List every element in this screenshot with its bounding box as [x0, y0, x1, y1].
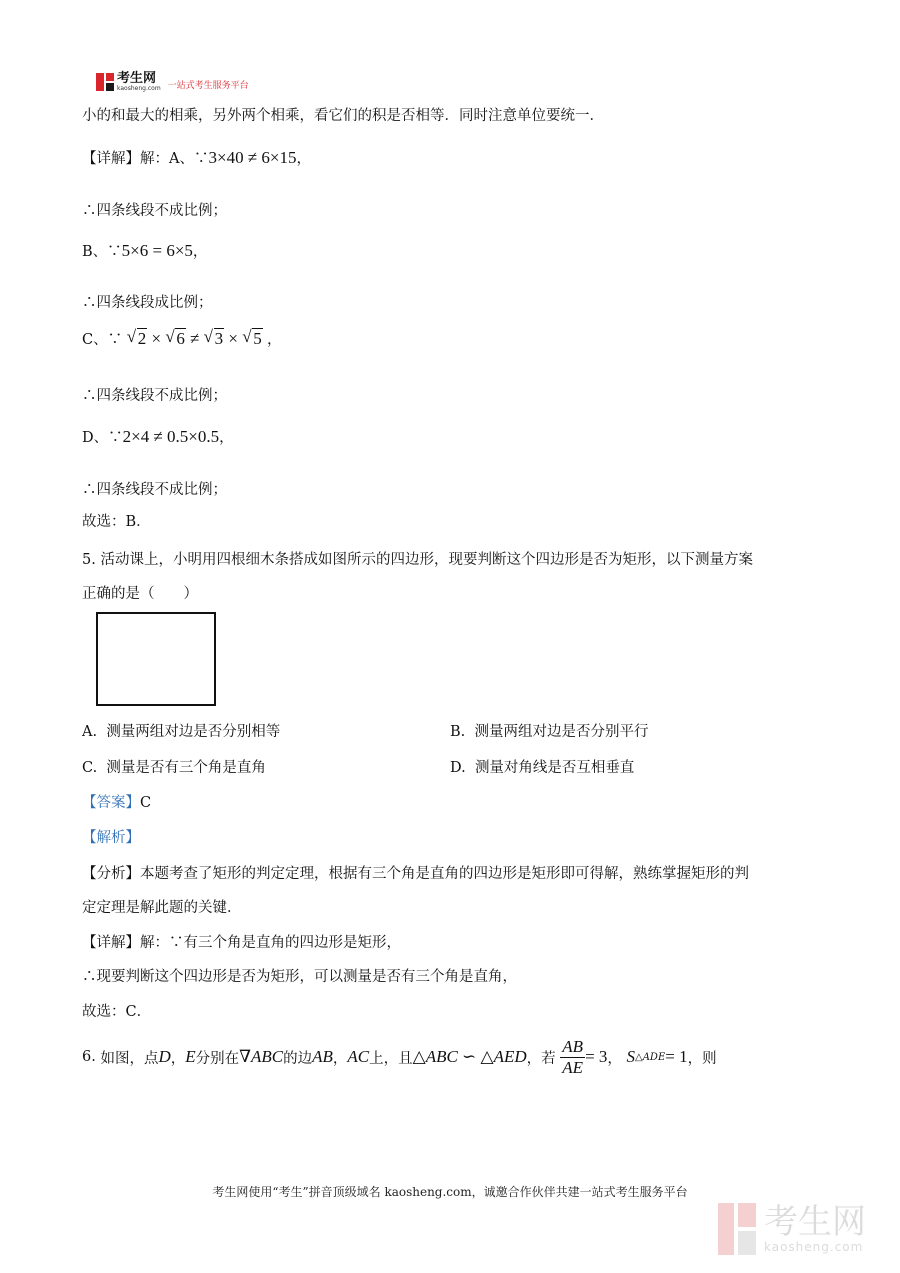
sqrt-2: √ 2: [126, 327, 147, 348]
option-b-text: 测量两组对边是否分别平行: [474, 724, 649, 740]
because-symbol: ∵: [107, 244, 122, 260]
because-symbol: ∵: [193, 151, 209, 167]
comma: ，: [219, 430, 234, 446]
watermark-name: 考生网: [764, 1202, 866, 1242]
conclusion-b: ∴四条线段成比例；: [82, 295, 213, 311]
sqrt-6: √ 6: [165, 327, 185, 348]
d-label: D、: [82, 430, 109, 446]
solution-intro-line: 小的和最大的相乘，另外两个相乘，看它们的积是否相等．同时注意单位要统一．: [82, 108, 604, 124]
d-expression: 2×4 ≠ 0.5×0.5: [122, 427, 220, 446]
solution-d-line: [82, 426, 234, 447]
area-symbol: S: [626, 1047, 636, 1066]
because-symbol: ∵: [108, 430, 123, 446]
footer-text: 考生网使用“考生”拼音顶级域名 kaosheng.com，诚邀合作伙伴共建一站式考生服务平台: [212, 1185, 688, 1199]
q5-option-c: [82, 756, 266, 777]
prev-choice: 故选：B．: [82, 514, 151, 530]
header-logo: [96, 72, 249, 92]
c-expression: √ 2 × √ 6 ≠ √ 3 × √ 5: [126, 327, 262, 348]
c-label: C、: [82, 332, 108, 348]
option-d-text: 测量对角线是否互相垂直: [474, 760, 635, 776]
option-a-label: A.: [82, 724, 98, 740]
answer-label: 【答案】: [82, 795, 140, 811]
sqrt-5: √ 5: [242, 327, 262, 348]
watermark-text: [764, 1204, 866, 1254]
similarity-expression: △ABC ∽ △AED: [412, 1047, 527, 1066]
comma: ，: [296, 151, 311, 167]
q5-stem-line1: 5. 活动课上，小明用四根细木条搭成如图所示的四边形，现要判断这个四边形是否为矩形，以下测量方案: [82, 552, 753, 568]
logo-slogan: 一站式考生服务平台: [167, 80, 249, 91]
q5-option-d: [450, 756, 634, 777]
comma: ，: [267, 332, 282, 348]
solution-a-line: [82, 147, 311, 168]
q5-option-a: [82, 720, 280, 741]
q5-detail-line1: 【详解】解：∵有三个角是直角的四边形是矩形，: [82, 935, 401, 951]
logo-name: 考生网: [117, 71, 157, 86]
conclusion-d: ∴四条线段不成比例；: [82, 482, 227, 498]
logo-domain: kaosheng.com: [117, 85, 161, 92]
triangle-abc: ∇ABC: [239, 1047, 284, 1066]
option-c-text: 测量是否有三个角是直角: [106, 760, 266, 776]
analysis-line1: 【分析】本题考查了矩形的判定定理，根据有三个角是直角的四边形是矩形即可得解，熟练掌握矩形的判: [82, 866, 749, 882]
watermark-domain: kaosheng.com: [764, 1240, 864, 1254]
detail-prefix: 解：A、: [140, 151, 194, 167]
kaosheng-watermark-icon: [718, 1203, 758, 1255]
option-b-label: B.: [450, 724, 466, 740]
answer-value: C: [140, 795, 152, 811]
detail-label: 【详解】: [82, 151, 140, 167]
q5-stem-line2: 正确的是（ ）: [82, 586, 198, 602]
watermark-logo: [718, 1203, 866, 1255]
ratio-fraction: $\frac{AB}{AE}$: [562, 1036, 584, 1077]
option-d-label: D.: [450, 760, 466, 776]
analysis-line2: 定定理是解此题的关键．: [82, 900, 242, 916]
q5-option-b: [450, 720, 648, 741]
analysis-label: 【解析】: [82, 830, 140, 846]
sqrt-3: √ 3: [203, 327, 224, 348]
q5-answer-line: [82, 791, 151, 812]
a-expression: 3×40 ≠ 6×15: [208, 148, 297, 167]
q6-stem-line: 6. 如图，点 D ， E 分别在 ∇ABC 的边 AB ， AC 上，且 △ABC ∽ △AED ，若 $\frac{AB}{AE}$ = 3 ， S △ADE = 1 ，则: [82, 1036, 717, 1077]
solution-b-line: [82, 240, 207, 261]
quadrilateral-figure: [96, 612, 216, 706]
comma: ，: [192, 244, 208, 260]
q5-choice: 故选：C．: [82, 1004, 152, 1020]
detail-label: 【详解】: [82, 935, 140, 951]
conclusion-c: ∴四条线段不成比例；: [82, 388, 227, 404]
b-label: B、: [82, 244, 108, 260]
conclusion-a: ∴四条线段不成比例；: [82, 203, 227, 219]
q5-detail-line2: ∴现要判断这个四边形是否为矩形，可以测量是否有三个角是直角，: [82, 969, 517, 985]
because-symbol: ∵: [107, 332, 123, 348]
kaosheng-logo-icon: [96, 73, 114, 91]
option-a-text: 测量两组对边是否分别相等: [106, 724, 281, 740]
b-expression: 5×6 = 6×5: [121, 241, 193, 260]
analysis-head: 【分析】: [82, 866, 140, 882]
solution-c-line: [82, 328, 282, 349]
logo-text: [117, 72, 161, 92]
option-c-label: C.: [82, 760, 98, 776]
